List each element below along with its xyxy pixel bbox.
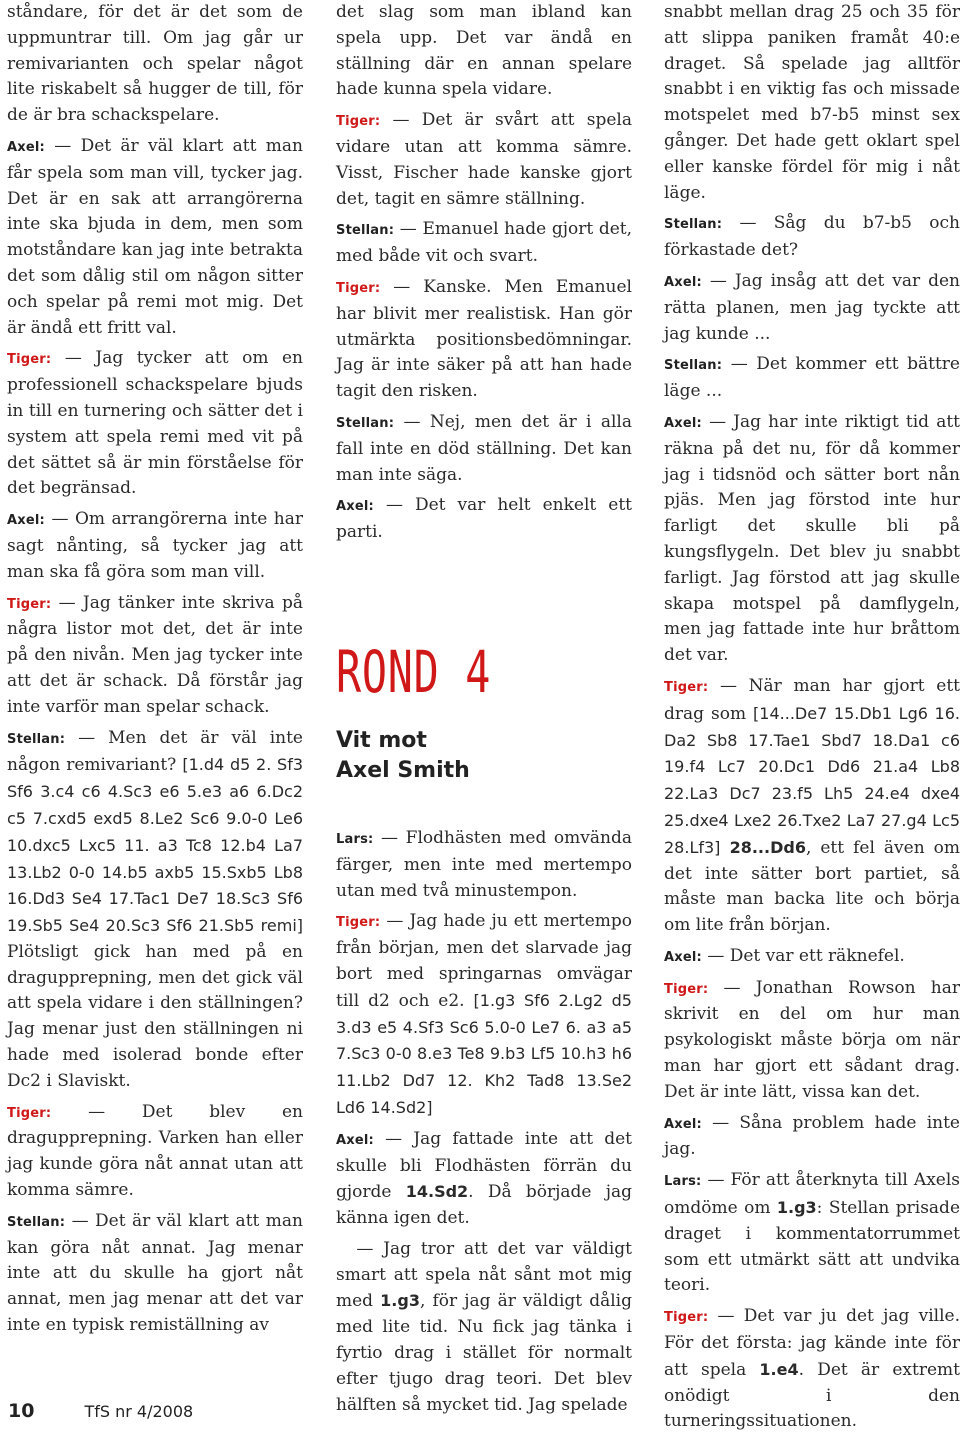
chess-move: 1.g3 xyxy=(776,1198,817,1218)
speech-text: . Då började jag känna igen det. xyxy=(336,1182,632,1229)
speech-text: — Det kommer ett bättre läge ... xyxy=(664,354,960,402)
speech-text: — Jag fattade inte att det skulle bli Flodhästen förrän du gjorde xyxy=(336,1128,633,1203)
speech-text: — Det var helt enkelt ett parti. xyxy=(336,495,632,543)
magazine-issue: TfS nr 4/2008 xyxy=(84,1402,194,1421)
speech-text: — När man har gjort ett drag som xyxy=(664,675,960,724)
speaker-label: Axel: xyxy=(664,949,702,965)
speaker-label: Stellan: xyxy=(7,731,66,747)
speaker-label: Axel: xyxy=(336,499,374,515)
speaker-label: Tiger: xyxy=(664,1310,709,1326)
speech-text: — Jag har inte riktigt tid att räkna på det nu, för då kommer jag i tidsnöd och sätter bort nån pjäs. Men jag förstod inte hur farligt det skulle bli på kungsflygeln. Det blev ju snabbt farligt. Jag förstod att jag skulle skapa motspel på damflygeln, men jag fattade inte hur bråttom det var. xyxy=(664,411,960,666)
paragraph: snabbt mellan drag 25 och 35 för att slippa paniken framåt 40:e draget. Så spelade jag alltför snabbt i en viktig fas och missade motspelet med b7-b5 minst sex gånger. Det hade gett oklart spel eller kanske fördel för mig i nåt läge. xyxy=(664,2,960,203)
speaker-label: Stellan: xyxy=(336,223,395,239)
chess-move: 1.e4 xyxy=(759,1359,799,1379)
speaker-label: Tiger: xyxy=(7,596,52,612)
chess-move: 28...Dd6 xyxy=(720,837,806,857)
paragraph xyxy=(7,134,303,341)
paragraph xyxy=(664,944,960,971)
speech-text: . Det är extremt onödigt i den turneringssituationen. xyxy=(664,1359,960,1432)
game-heading xyxy=(336,726,632,786)
paragraph xyxy=(336,826,632,904)
paragraph xyxy=(336,909,632,1121)
paragraph xyxy=(7,346,303,502)
paragraph xyxy=(336,1237,632,1419)
speaker-label: Tiger: xyxy=(336,915,381,931)
speaker-label: Stellan: xyxy=(7,1214,66,1230)
speech-text: — Det var ett räknefel. xyxy=(707,945,905,966)
speech-text: — Såna problem hade inte jag. xyxy=(664,1112,960,1160)
speaker-label: Stellan: xyxy=(664,217,723,233)
speech-text: — Jag hade ju ett mertempo från början, men det slarvade jag bort med springarnas omvägar till d2 och e2. xyxy=(336,911,633,1011)
speaker-label: Axel: xyxy=(336,1132,374,1148)
speech-text: — Det är väl klart att man får spela som man vill, tycker jag. Det är en sak att arrangörerna inte ska bjuda in dem, men som motståndare kan jag inte betrakta det som dålig stil om någon sitter och spelar på remi mot mig. Det är ändå ett fritt val. xyxy=(7,135,303,338)
chess-moves: [1.d4 d5 2. Sf3 Sf6 3.c4 c6 4.Sc3 e6 5.e3 a6 6.Dc2 c5 7.cxd5 exd5 8.Le2 Sc6 9.0-0 Le6 10.dxc5 Lxc5 11. a3 Tc8 12.b4 La7 13.Lb2 0-0 14.b5 axb5 15.Sxb5 Lb8 16.Dd3 Se4 17.Tac1 De7 18.Sc3 Sf6 19.Sb5 Se4 20.Sc3 Sf6 21.Sb5 remi] xyxy=(7,755,303,936)
game-heading-line: Axel Smith xyxy=(336,757,470,783)
page-footer xyxy=(8,1400,193,1422)
round-heading-wrap xyxy=(336,637,632,708)
paragraph xyxy=(664,211,960,264)
speech-text: — Såg du b7-b5 och förkastade det? xyxy=(664,213,960,261)
speaker-label: Tiger: xyxy=(664,679,709,695)
speech-text: , ett fel även om det inte sätter bort partiet, så måste man backa lite och börja om lite från början. xyxy=(664,837,960,936)
speech-text: — Men det är väl inte någon remivariant? xyxy=(7,727,303,776)
speaker-label: Axel: xyxy=(664,274,702,290)
paragraph xyxy=(7,591,303,721)
speech-text: — Jag insåg att det var den rätta planen, men jag tyckte att jag kunde ... xyxy=(664,270,960,344)
paragraph xyxy=(664,674,960,939)
speaker-label: Tiger: xyxy=(336,280,381,296)
speaker-label: Lars: xyxy=(336,831,374,847)
speaker-label: Tiger: xyxy=(7,352,52,368)
paragraph xyxy=(664,976,960,1106)
round-heading: ROND 4 xyxy=(336,637,492,706)
speech-text: — Jonathan Rowson har skrivit en del om hur man psykologiskt måste börja om när man har gjort ett sådant drag. Det är inte lätt, vissa kan det. xyxy=(664,977,960,1102)
paragraph: ståndare, för det är det som de uppmuntrar till. Om jag går ur remivarianten och spelar något lite riskabelt så hugger de till, för de är bra schackspelare. xyxy=(7,2,303,126)
speech-text: — Kanske. Men Emanuel har blivit mer realistisk. Han gör utmärkta positionsbedömningar. Jag är inte säker på att han hade tagit den risken. xyxy=(336,276,632,402)
speech-text: — Det blev en dragupprepning. Varken han eller jag kunde göra nåt annat utan att komma sämre. xyxy=(7,1101,303,1201)
speaker-label: Tiger: xyxy=(664,981,709,997)
speech-text: — Flodhästen med omvända färger, men inte med mertempo utan med två minustempon. xyxy=(336,827,632,901)
speaker-label: Axel: xyxy=(7,513,45,529)
paragraph xyxy=(336,217,632,270)
paragraph: det slag som man ibland kan spela upp. Det var ändå en ställning där en annan spelare hade kunna spela vidare. xyxy=(336,2,632,100)
speech-text: — Det är väl klart att man kan göra nåt annat. Jag menar inte att du skulle ha gjort nåt annat, men jag menar att det var inte en typisk remiställning av xyxy=(7,1210,303,1336)
speaker-label: Axel: xyxy=(7,139,45,155)
speaker-label: Tiger: xyxy=(7,1105,52,1121)
speech-text: — Jag tycker att om en professionell schackspelare bjuds in till en turnering och sätter det i system att spela remi med vit på det sättet så är min förståelse för det begränsad. xyxy=(7,348,304,499)
paragraph xyxy=(336,108,632,212)
speaker-label: Lars: xyxy=(664,1174,702,1190)
speech-text: — Nej, men det är i alla fall inte en död ställning. Det kan man inte säga. xyxy=(336,411,632,485)
paragraph xyxy=(7,726,303,1095)
speech-text: — Jag tänker inte skriva på några listor mot det, det är inte på den nivån. Men jag tycker inte att det är schack. Då förstår jag inte varför man spelar schack. xyxy=(7,592,303,717)
paragraph xyxy=(664,352,960,405)
speech-text: — Det är svårt att spela vidare utan att komma sämre. Visst, Fischer hade kanske gjort det, tagit en sämre ställning. xyxy=(336,110,632,209)
paragraph xyxy=(664,410,960,669)
paragraph xyxy=(664,1111,960,1164)
speech-text: — För att återknyta till Axels omdöme om xyxy=(664,1170,960,1219)
game-heading-line: Vit mot xyxy=(336,727,427,753)
paragraph xyxy=(664,1304,960,1435)
paragraph xyxy=(336,275,632,405)
paragraph xyxy=(664,1168,960,1299)
speech-text: Plötsligt gick han med på en dragupprepning, men det gick väl att spela vidare i den ställningen? Jag menar just den ställningen ni hade med isolerad bonde efter Dc2 i Slaviskt. xyxy=(7,941,303,1091)
column-1 xyxy=(7,0,303,1339)
speaker-label: Stellan: xyxy=(664,358,723,374)
speech-text: — Emanuel hade gjort det, med både vit och svart. xyxy=(336,219,632,267)
speech-text: — Det var ju det jag ville. För det första: jag kände inte för att spela xyxy=(664,1306,960,1380)
paragraph xyxy=(336,493,632,546)
chess-moves: [1.g3 Sf6 2.Lg2 d5 3.d3 e5 4.Sf3 Sc6 5.0-0 Le7 6. a3 a5 7.Sc3 0-0 8.e3 Te8 9.b3 Lf5 10.h3 h6 11.Lb2 Dd7 12. Kh2 Tad8 13.Se2 Ld6 14.Sd2] xyxy=(336,990,632,1117)
paragraph xyxy=(7,1209,303,1339)
page-number: 10 xyxy=(8,1400,35,1422)
speech-text: — Jag tror att det var väldigt smart att spela nåt sånt mot mig med xyxy=(336,1238,632,1312)
speaker-label: Stellan: xyxy=(336,415,395,431)
speech-text: , för jag är väldigt dålig med lite tid. Nu fick jag tänka i fyrtio drag i stället för normalt efter tjugo drag teori. Det blev hälften så mycket tid. Jag spelade xyxy=(336,1291,632,1415)
chess-moves: [14...De7 15.Db1 Lg6 16. Da2 Sb8 17.Tae1 Sbd7 18.Da1 c6 19.f4 Lc7 20.Dc1 Dd6 21.a4 Lb8 22.La3 Dc7 23.f5 Lh5 24.e4 dxe4 25.dxe4 Lxe2 26.Txe2 La7 27.g4 Lc5 28.Lf3] xyxy=(664,703,960,857)
column-3 xyxy=(664,0,960,1435)
speaker-label: Tiger: xyxy=(336,114,381,130)
paragraph xyxy=(336,410,632,488)
speech-text: — Om arrangörerna inte har sagt nånting, så tycker jag att man ska få göra som man vill. xyxy=(7,509,303,582)
column-2 xyxy=(336,0,632,1418)
chess-move: 14.Sd2 xyxy=(405,1182,469,1202)
paragraph xyxy=(7,507,303,585)
paragraph xyxy=(336,1127,632,1232)
speech-text: : Stellan prisade draget i kommentatorrummet som ett utmärkt sätt att undvika teori. xyxy=(664,1198,960,1296)
chess-move: 1.g3 xyxy=(380,1291,420,1311)
paragraph xyxy=(664,269,960,347)
paragraph xyxy=(7,1100,303,1204)
speaker-label: Axel: xyxy=(664,415,702,431)
speaker-label: Axel: xyxy=(664,1116,702,1132)
